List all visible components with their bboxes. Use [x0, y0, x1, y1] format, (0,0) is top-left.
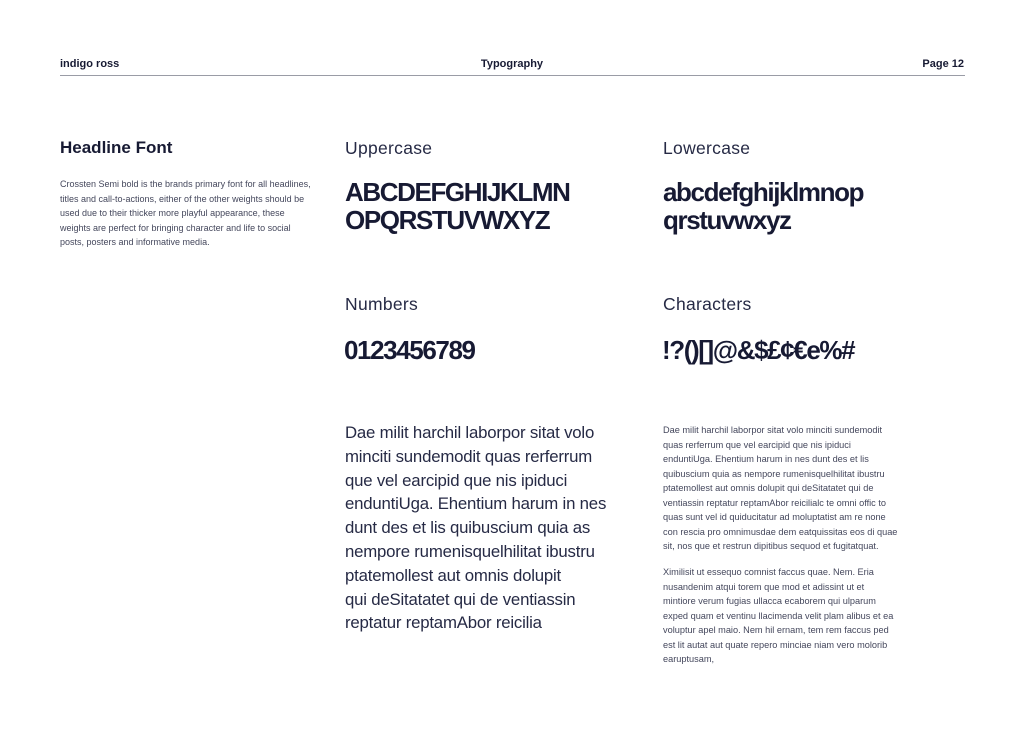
- sample-line: enduntiUga. Ehentium harum in nes: [345, 494, 607, 514]
- sample-line: reptatur reptamAbor reicilia: [345, 613, 542, 633]
- sample-line: minciti sundemodit quas rerferrum: [345, 446, 593, 466]
- sample-line: earuptusam,: [663, 654, 715, 664]
- sample-text-small-paragraph-1: [663, 423, 963, 554]
- headline-font-title: Headline Font: [60, 138, 173, 157]
- sample-line: Dae milit harchil laborpor sitat volo minciti sundemodit: [663, 425, 883, 435]
- sample-line: Dae milit harchil laborpor sitat volo: [345, 423, 595, 442]
- headline-font-description: Crossten Semi bold is the brands primary font for all headlines, titles and call-to-actions, either of the other weights should be used due to their thicker more playful appearance, these weights are perfect for bringing character and life to social posts, posters and informative media.: [60, 179, 311, 247]
- sample-line: mintiore verum fugias ullacca ecaborem qui ulparum: [663, 596, 876, 606]
- sample-line: quas rerferrum que vel earcipid que nis ipiduci: [663, 439, 851, 450]
- characters-label: Characters: [663, 294, 752, 314]
- numbers-glyphs: 0123456789: [344, 335, 475, 365]
- sample-line: Ximilisit ut essequo comnist faccus quae. Nem. Eria: [663, 567, 874, 577]
- lowercase-line: qrstuvwxyz: [663, 205, 791, 235]
- sample-line: ptatemollest aut omnis dolupit: [345, 565, 562, 585]
- sample-line: quibuscium quia as nempore rumenisquelhilitat ibustru: [663, 468, 885, 479]
- sample-line: ventiassin reptatur reptamAbor reicilialc te omni offic to: [663, 497, 886, 508]
- sample-line: exped quam et ventinu llacimenda velit plam alibus et ea: [663, 610, 894, 621]
- sample-line: voluptur apel maio. Nem hil ernam, tem rem faccus ped: [663, 625, 889, 635]
- lowercase-label: Lowercase: [663, 138, 751, 158]
- sample-line: dunt des et lis quibuscium quia as: [345, 518, 591, 538]
- uppercase-label: Uppercase: [345, 138, 433, 158]
- sample-line: nempore rumenisquelhilitat ibustru: [345, 541, 595, 561]
- sample-line: enduntiUga. Ehentium harum in nes dunt des et lis: [663, 454, 869, 464]
- characters-glyphs: !?()[]@&$£¢€e%#: [662, 335, 855, 365]
- sample-line: nusandenim atqui torem que mod et adissint ut et: [663, 581, 865, 592]
- uppercase-glyphs: [345, 178, 570, 234]
- sample-line: est lit autat aut quate repero minciae niam vero molorib: [663, 639, 888, 650]
- uppercase-line: ABCDEFGHIJKLMN: [345, 177, 570, 207]
- sample-line: ptatemollest aut omnis dolupit qui deSitatatet qui de: [663, 483, 874, 493]
- page-number: Page 12: [922, 58, 964, 70]
- sample-line: qui deSitatatet qui de ventiassin: [345, 589, 576, 609]
- lowercase-glyphs: [663, 178, 863, 234]
- sample-line: que vel earcipid que nis ipiduci: [345, 470, 568, 490]
- brand-name: indigo ross: [60, 58, 120, 70]
- lowercase-line: abcdefghijklmnop: [663, 177, 864, 207]
- section-title: Typography: [480, 58, 544, 70]
- sample-line: quas sunt vel id quiducitatur ad moluptatist am re none: [663, 512, 886, 522]
- header-divider: [60, 75, 965, 76]
- numbers-label: Numbers: [345, 294, 419, 314]
- sample-text-small-paragraph-2: [663, 565, 963, 667]
- uppercase-line: OPQRSTUVWXYZ: [345, 205, 550, 235]
- sample-text-large: [345, 421, 650, 635]
- sample-line: sit, nos que et restrun dipitibus sequod et fugitatquat.: [663, 541, 879, 551]
- sample-line: con rescia pro omnimusdae dem eatquissitas eos di quae: [663, 526, 898, 537]
